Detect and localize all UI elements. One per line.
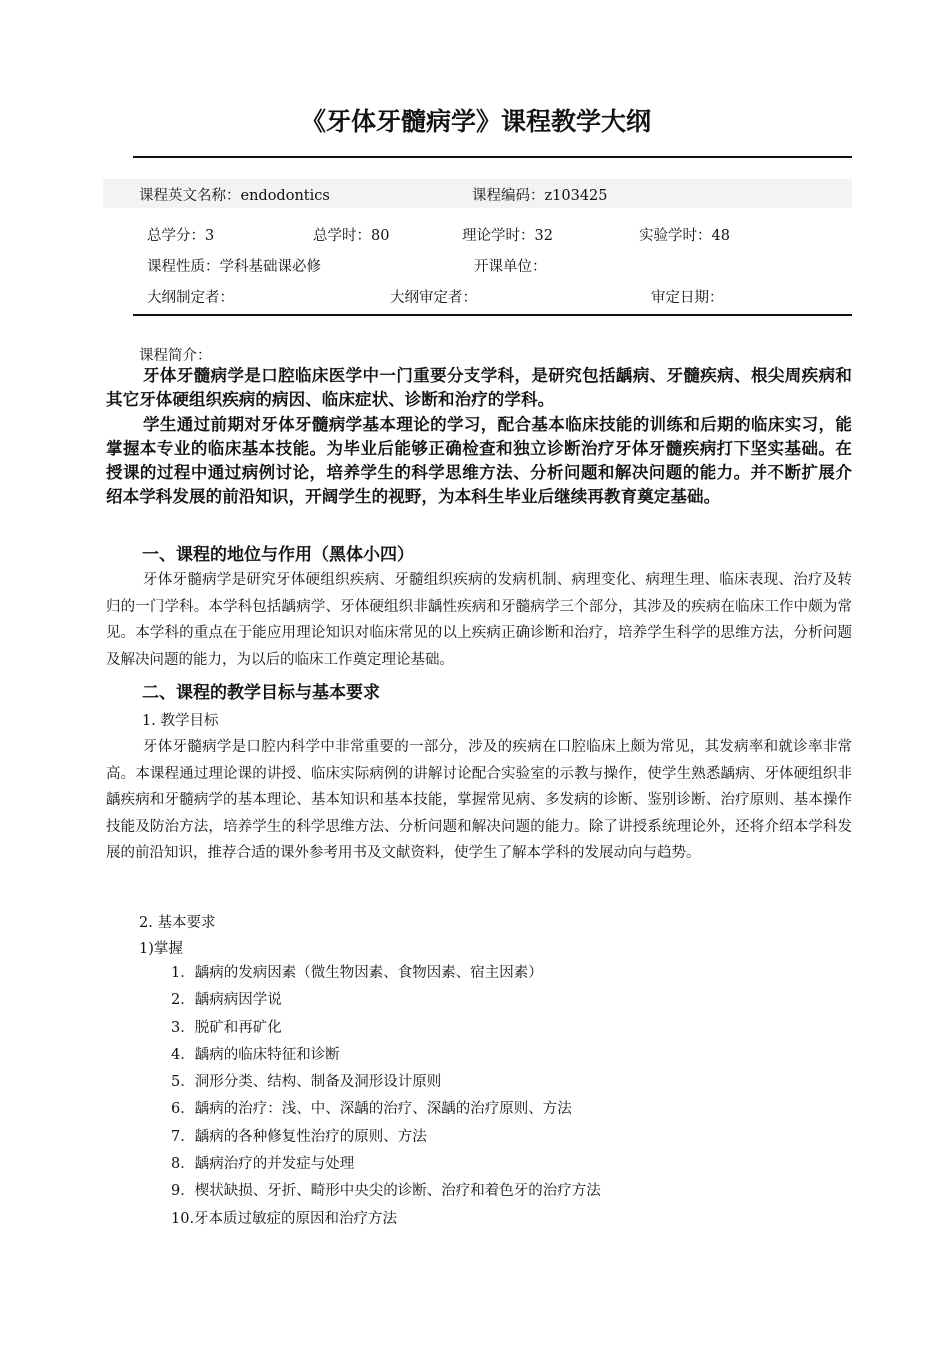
course-nature: 课程性质：学科基础课必修 xyxy=(147,259,321,275)
outline-author: 大纲制定者： xyxy=(147,290,234,306)
lab-hours: 实验学时：48 xyxy=(639,228,730,244)
list-item: 6．龋病的治疗：浅、中、深龋的治疗、深龋的治疗原则、方法 xyxy=(171,1101,572,1118)
course-code: 课程编码：z103425 xyxy=(472,188,608,204)
list-item: 4．龋病的临床特征和诊断 xyxy=(171,1046,340,1063)
intro-label: 课程简介： xyxy=(139,348,212,364)
list-item: 9．楔状缺损、牙折、畸形中央尖的诊断、治疗和着色牙的治疗方法 xyxy=(171,1183,601,1200)
section-2-heading: 二、课程的教学目标与基本要求 xyxy=(142,683,380,703)
list-item: 5．洞形分类、结构、制备及洞形设计原则 xyxy=(171,1074,442,1091)
offering-unit: 开课单位： xyxy=(474,259,547,275)
list-item: 8．龋病治疗的并发症与处理 xyxy=(171,1156,355,1173)
total-hours: 总学时：80 xyxy=(313,228,390,244)
english-name: 课程英文名称：endodontics xyxy=(139,188,330,204)
total-credits: 总学分：3 xyxy=(147,228,215,244)
list-item: 1．龋病的发病因素（微生物因素、食物因素、宿主因素） xyxy=(171,965,543,981)
list-item: 2．龋病病因学说 xyxy=(171,992,282,1009)
teaching-goal-body: 牙体牙髓病学是口腔内科学中非常重要的一部分，涉及的疾病在口腔临床上颇为常见，其发病率和就诊率非常高。本课程通过理论课的讲授、临床实际病例的讲解讨论配合实验室的示教与操作，使学生熟悉龋病、牙体硬组织非龋疾病和牙髓病学的基本理论、基本知识和基本技能，掌握常见病、多发病的诊断、鉴别诊断、治疗原则、基本操作技能及防治方法，培养学生的科学思维方法、分析问题和解决问题的能力。除了讲授系统理论外，还将介绍本学科发展的前沿知识，推荐合适的课外参考用书及文献资料，使学生了解本学科的发展动向与趋势。 xyxy=(106,739,852,861)
section-1-body: 牙体牙髓病学是研究牙体硬组织疾病、牙髓组织疾病的发病机制、病理变化、病理生理、临床表现、治疗及转归的一门学科。本学科包括龋病学、牙体硬组织非龋性疾病和牙髓病学三个部分，其涉及的疾病在临床工作中颇为常见。本学科的重点在于能应用理论知识对临床常见的以上疾病正确诊断和治疗，培养学生科学的思维方法，分析问题及解决问题的能力，为以后的临床工作奠定理论基础。 xyxy=(106,572,852,668)
list-item: 3．脱矿和再矿化 xyxy=(171,1019,282,1036)
basic-requirements-subheading: 2. 基本要求 xyxy=(139,915,216,931)
section-1-heading: 一、课程的地位与作用（黑体小四） xyxy=(142,545,414,565)
teaching-goal-subheading: 1. 教学目标 xyxy=(142,713,219,729)
theory-hours: 理论学时：32 xyxy=(462,228,553,244)
intro-paragraph-1: 牙体牙髓病学是口腔临床医学中一门重要分支学科，是研究包括龋病、牙髓疾病、根尖周疾病和其它牙体硬组织疾病的病因、临床症状、诊断和治疗的学科。 xyxy=(106,366,852,409)
review-date: 审定日期： xyxy=(651,290,724,306)
master-label: 1)掌握 xyxy=(139,941,183,957)
intro-paragraph-2: 学生通过前期对牙体牙髓病学基本理论的学习，配合基本临床技能的训练和后期的临床实习，能掌握本专业的临床基本技能。为毕业后能够正确检查和独立诊断治疗牙体牙髓疾病打下坚实基础。在授课的过程中通过病例讨论，培养学生的科学思维方法、分析问题和解决问题的能力。并不断扩展介绍本学科发展的前沿知识，开阔学生的视野，为本科生毕业后继续再教育奠定基础。 xyxy=(106,415,852,506)
list-item: 7．龋病的各种修复性治疗的原则、方法 xyxy=(171,1128,427,1145)
mastery-list xyxy=(171,960,601,1233)
outline-reviewer: 大纲审定者： xyxy=(390,290,477,306)
list-item: 10.牙本质过敏症的原因和治疗方法 xyxy=(171,1210,398,1227)
bottom-rule xyxy=(133,314,852,316)
document-title: 《牙体牙髓病学》课程教学大纲 xyxy=(300,107,651,136)
top-rule xyxy=(133,156,852,158)
